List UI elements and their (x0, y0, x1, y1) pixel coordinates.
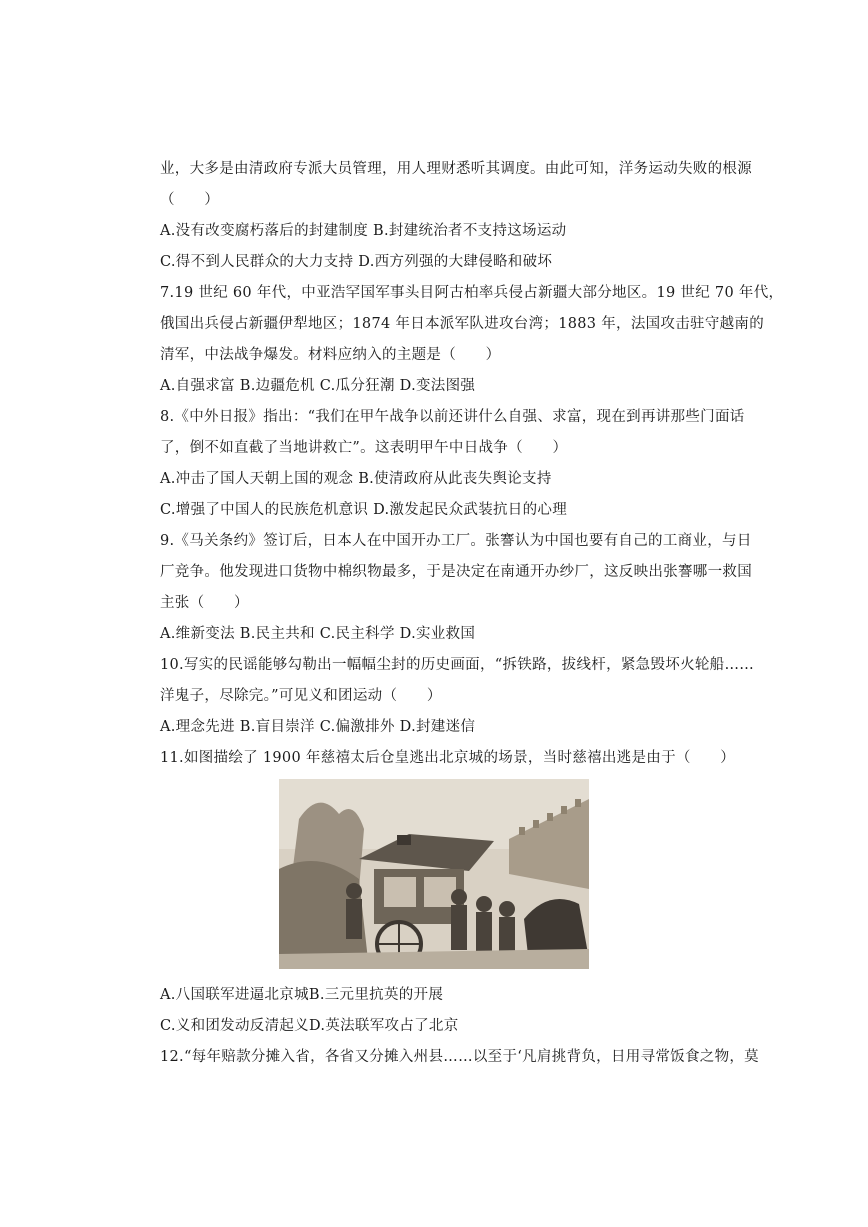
option-line: A.没有改变腐朽落后的封建制度 B.封建统治者不支持这场运动 (160, 223, 567, 239)
option-line: A.八国联军进逼北京城B.三元里抗英的开展 (160, 987, 444, 1003)
text-line: 主张（ ） (160, 595, 249, 611)
text-line: 10.写实的民谣能够勾勒出一幅幅尘封的历史画面，“拆铁路，拔线杆，紧急毁坏火轮船…… (160, 657, 755, 673)
option-line: A.冲击了国人天朝上国的观念 B.使清政府从此丧失舆论支持 (160, 471, 552, 487)
text-line: 9.《马关条约》签订后，日本人在中国开办工厂。张謇认为中国也要有自己的工商业，与日 (160, 533, 752, 549)
option-line: C.增强了中国人的民族危机意识 D.激发起民众武装抗日的心理 (160, 502, 568, 518)
text-line: 俄国出兵侵占新疆伊犁地区；1874 年日本派军队进攻台湾；1883 年，法国攻击驻守越南的 (160, 316, 765, 332)
option-line: C.义和团发动反清起义D.英法联军攻占了北京 (160, 1018, 459, 1034)
text-line: 业，大多是由清政府专派大员管理，用人理财悉听其调度。由此可知，洋务运动失败的根源 (160, 161, 752, 177)
text-line: （ ） (160, 192, 220, 208)
text-line: 8.《中外日报》指出：“我们在甲午战争以前还讲什么自强、求富，现在到再讲那些门面话 (160, 409, 745, 425)
option-line: A.自强求富 B.边疆危机 C.瓜分狂潮 D.变法图强 (160, 378, 476, 394)
text-line: 洋鬼子，尽除完。”可见义和团运动（ ） (160, 688, 442, 704)
text-line: 11.如图描绘了 1900 年慈禧太后仓皇逃出北京城的场景，当时慈禧出逃是由于（ ） (160, 750, 736, 766)
empress-dowager-flight-illustration (279, 779, 589, 969)
text-line: 了，倒不如直截了当地讲救亡”。这表明甲午中日战争（ ） (160, 440, 568, 456)
text-line: 厂竞争。他发现进口货物中棉织物最多，于是决定在南通开办纱厂，这反映出张謇哪一救国 (160, 564, 752, 580)
option-line: A.维新变法 B.民主共和 C.民主科学 D.实业救国 (160, 626, 476, 642)
option-line: A.理念先进 B.盲目崇洋 C.偏激排外 D.封建迷信 (160, 719, 476, 735)
text-line: 12.“每年赔款分摊入省，各省又分摊入州县……以至于‘凡肩挑背负，日用寻常饭食之物，莫 (160, 1049, 759, 1065)
text-line: 7.19 世纪 60 年代，中亚浩罕国军事头目阿古柏率兵侵占新疆大部分地区。19 世纪 70 年代， (160, 285, 784, 301)
text-line: 清军，中法战争爆发。材料应纳入的主题是（ ） (160, 347, 501, 363)
option-line: C.得不到人民群众的大力支持 D.西方列强的大肆侵略和破坏 (160, 254, 553, 270)
